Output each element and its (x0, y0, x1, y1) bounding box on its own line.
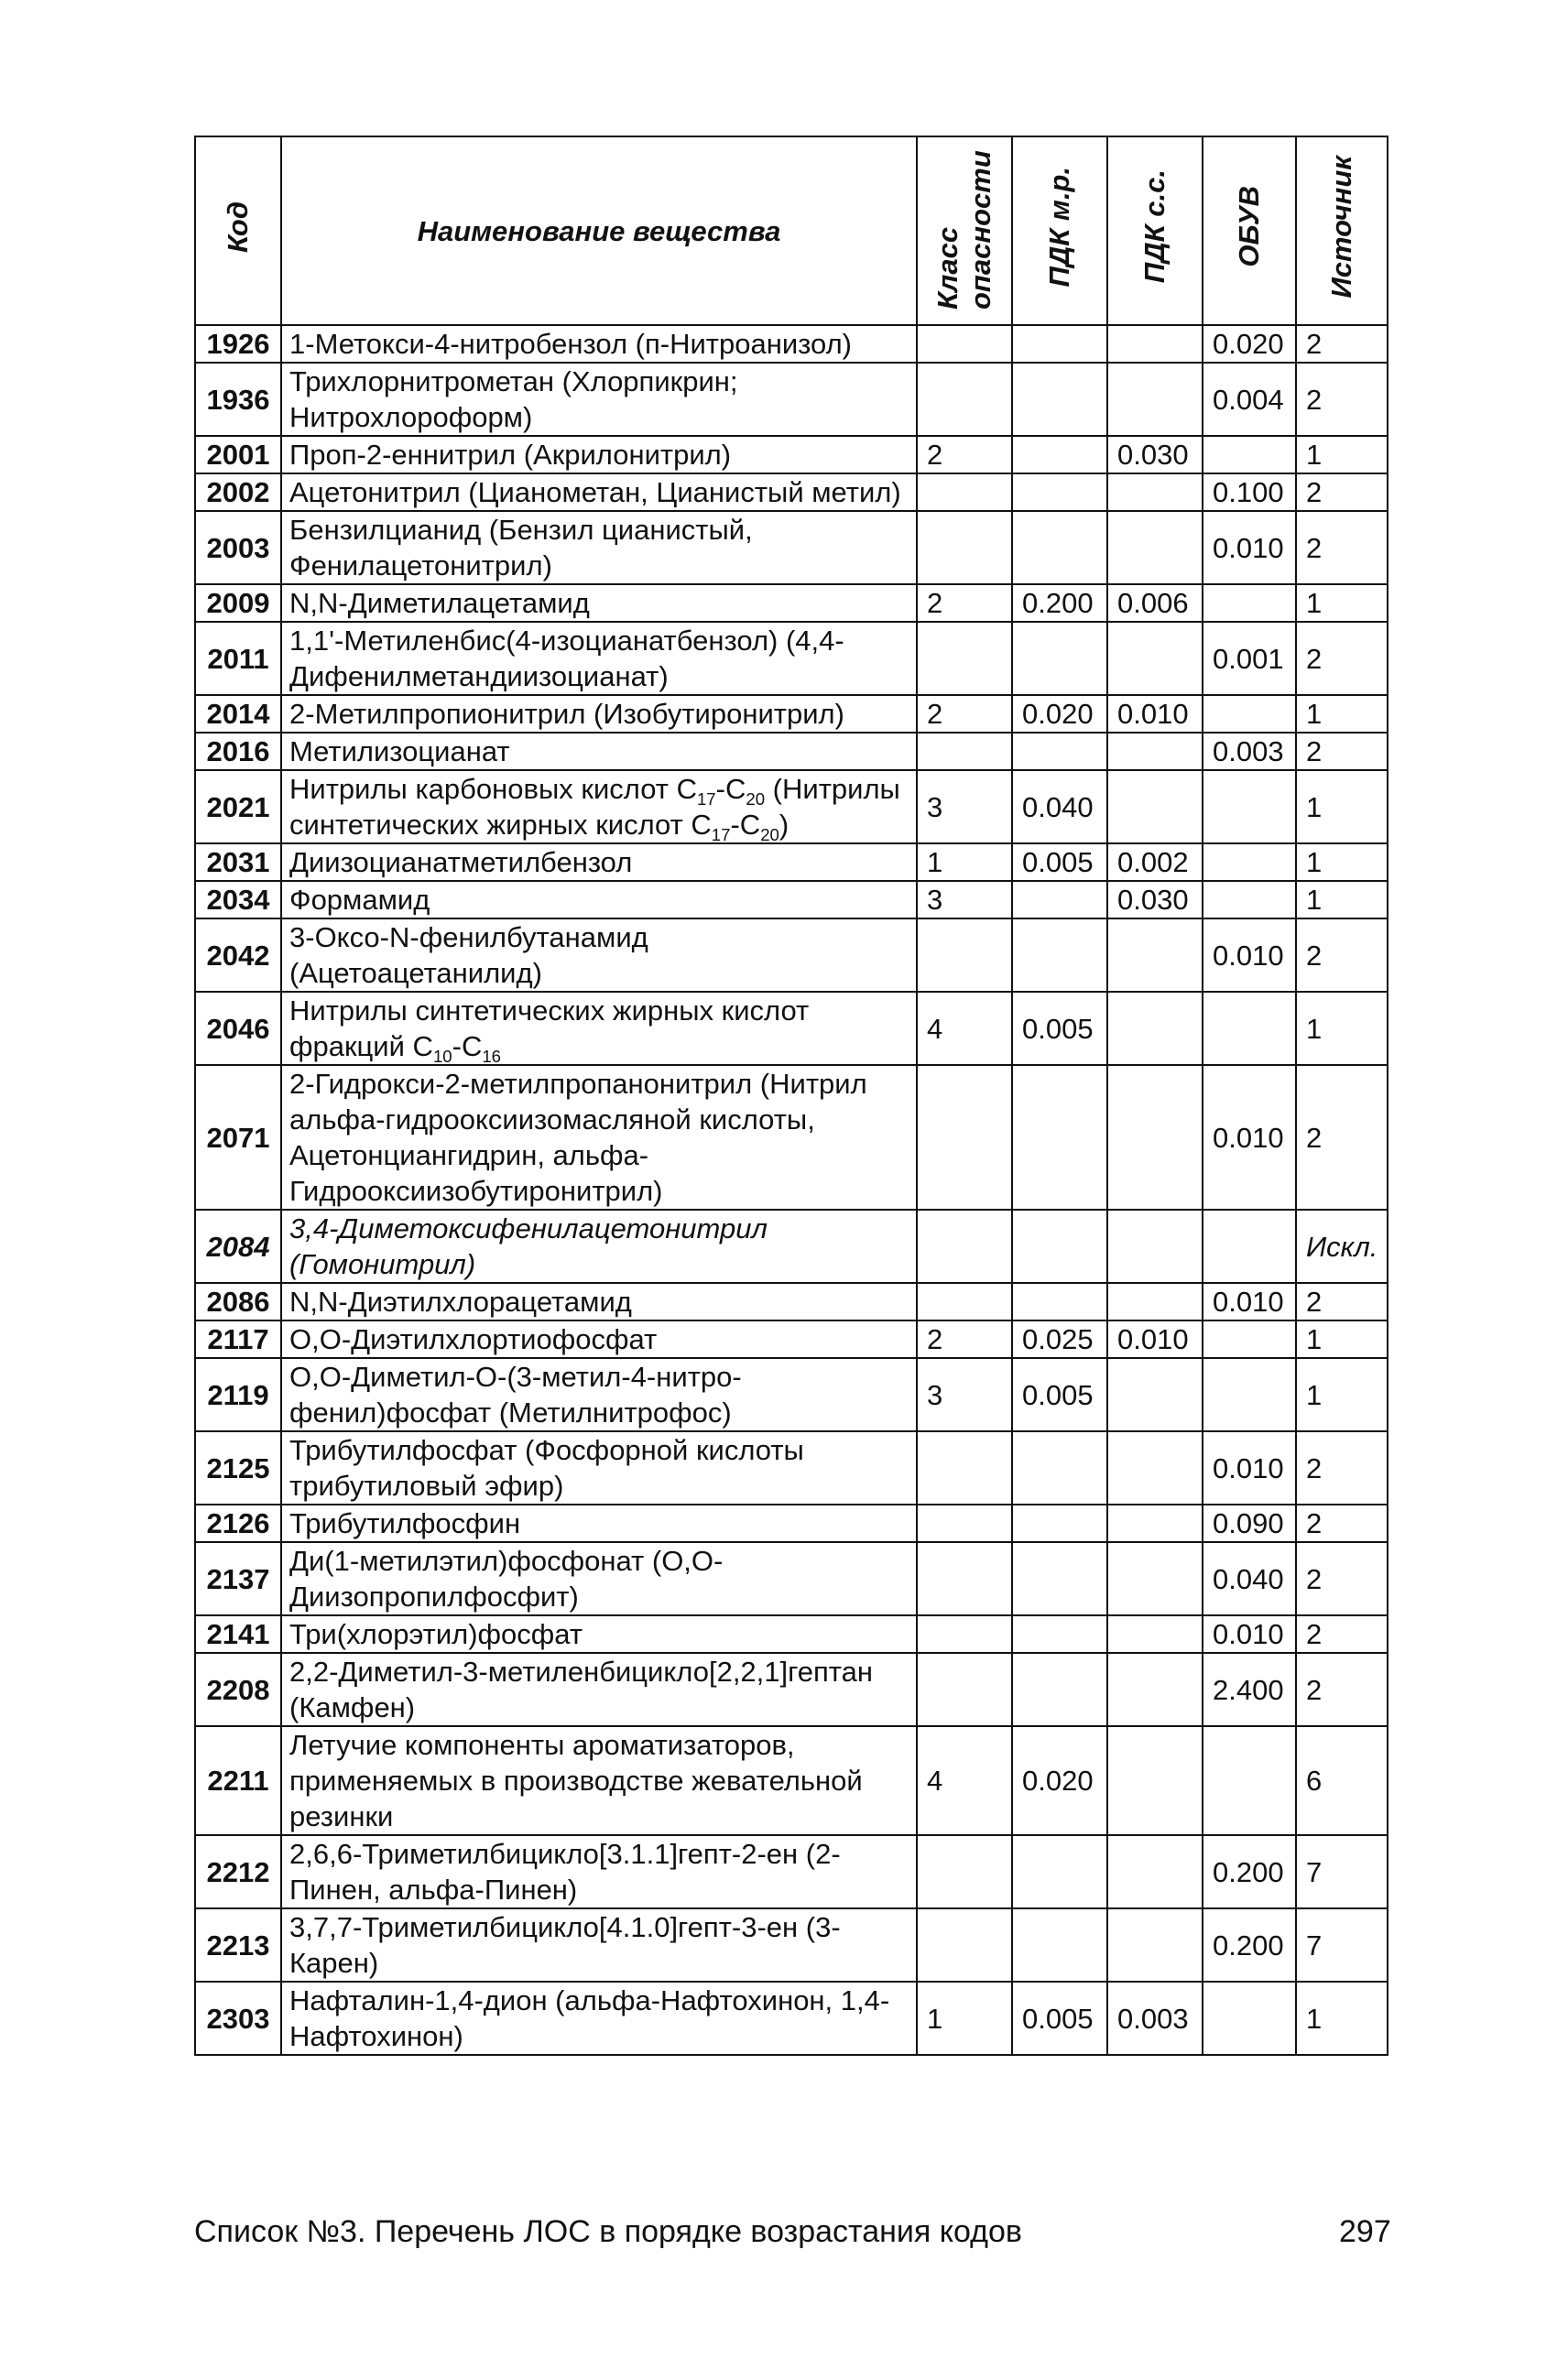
obuv-cell (1203, 843, 1296, 881)
source-cell: 2 (1296, 363, 1388, 436)
mac-daily-cell (1107, 918, 1203, 992)
obuv-cell (1203, 584, 1296, 622)
substance-code: 2212 (195, 1835, 281, 1908)
mac-once-cell (1012, 1653, 1107, 1726)
obuv-cell: 0.001 (1203, 622, 1296, 695)
name-subscript: 20 (760, 825, 779, 845)
hazard-class-cell: 2 (917, 436, 1012, 473)
mac-daily-cell (1107, 1283, 1203, 1320)
substance-code: 2034 (195, 881, 281, 918)
source-cell: 1 (1296, 1358, 1388, 1431)
mac-daily-cell (1107, 733, 1203, 770)
hazard-class-cell (917, 1542, 1012, 1615)
mac-daily-cell (1107, 1431, 1203, 1505)
substance-code: 2014 (195, 695, 281, 733)
name-subscript: 10 (432, 1047, 452, 1067)
mac-once-cell (1012, 881, 1107, 918)
mac-once-cell (1012, 363, 1107, 436)
substance-code: 2031 (195, 843, 281, 881)
table-row (195, 436, 1388, 473)
mac-once-cell: 0.005 (1012, 1358, 1107, 1431)
header-code: Код (195, 136, 281, 325)
mac-daily-cell (1107, 770, 1203, 843)
mac-daily-cell (1107, 1835, 1203, 1908)
mac-once-cell (1012, 1283, 1107, 1320)
table-row (195, 1653, 1388, 1726)
hazard-class-cell: 4 (917, 1726, 1012, 1835)
footer-caption: Список №3. Перечень ЛОС в порядке возрастания кодов (194, 2214, 1022, 2249)
name-fragment: ) (779, 809, 789, 841)
header-obuv: ОБУВ (1203, 136, 1296, 325)
substance-name: 3-Оксо-N-фенилбутанамид (Ацетоацетанилид) (281, 918, 917, 992)
substance-name (281, 992, 917, 1065)
name-fragment: -C (730, 809, 761, 841)
mac-once-cell (1012, 1835, 1107, 1908)
substance-name: Бензилцианид (Бензил цианистый, Фенилацетонитрил) (281, 511, 917, 584)
hazard-class-cell (917, 1431, 1012, 1505)
hazard-class-cell: 4 (917, 992, 1012, 1065)
table-row (195, 1283, 1388, 1320)
mac-daily-cell (1107, 622, 1203, 695)
mac-once-cell (1012, 733, 1107, 770)
mac-once-cell (1012, 1210, 1107, 1283)
mac-once-cell (1012, 325, 1107, 363)
substance-code: 2141 (195, 1615, 281, 1653)
substance-name: 2-Метилпропионитрил (Изобутиронитрил) (281, 695, 917, 733)
name-fragment: -C (715, 773, 746, 805)
substance-code: 2003 (195, 511, 281, 584)
source-cell: 2 (1296, 1065, 1388, 1210)
obuv-cell: 0.003 (1203, 733, 1296, 770)
substance-code: 2001 (195, 436, 281, 473)
source-cell: 2 (1296, 733, 1388, 770)
substance-name: 1-Метокси-4-нитробензол (п-Нитроанизол) (281, 325, 917, 363)
mac-once-cell: 0.005 (1012, 992, 1107, 1065)
substance-code: 2016 (195, 733, 281, 770)
hazard-class-cell: 2 (917, 695, 1012, 733)
substance-code: 2303 (195, 1982, 281, 2055)
table-row (195, 1505, 1388, 1542)
table-row (195, 881, 1388, 918)
mac-daily-cell (1107, 1505, 1203, 1542)
mac-once-cell: 0.005 (1012, 1982, 1107, 2055)
substance-name: N,N-Диметилацетамид (281, 584, 917, 622)
substance-name: Метилизоцианат (281, 733, 917, 770)
name-fragment: -C (452, 1030, 483, 1062)
substance-code: 1926 (195, 325, 281, 363)
obuv-cell (1203, 1210, 1296, 1283)
obuv-cell (1203, 1358, 1296, 1431)
table-row (195, 992, 1388, 1065)
table-row (195, 1210, 1388, 1283)
substance-name: Диизоцианатметилбензол (281, 843, 917, 881)
hazard-class-cell (917, 1835, 1012, 1908)
obuv-cell: 0.010 (1203, 1283, 1296, 1320)
table-row (195, 325, 1388, 363)
substance-code: 2084 (195, 1210, 281, 1283)
substance-name: Ацетонитрил (Цианометан, Цианистый метил) (281, 473, 917, 511)
mac-daily-cell (1107, 1542, 1203, 1615)
mac-once-cell (1012, 1615, 1107, 1653)
source-cell: 2 (1296, 1283, 1388, 1320)
hazard-class-cell (917, 918, 1012, 992)
hazard-class-cell (917, 1210, 1012, 1283)
header-mac-daily: ПДК с.с. (1107, 136, 1203, 325)
hazard-class-cell (917, 733, 1012, 770)
page-number: 297 (1339, 2214, 1391, 2249)
mac-daily-cell: 0.006 (1107, 584, 1203, 622)
substance-code: 2071 (195, 1065, 281, 1210)
mac-daily-cell (1107, 1358, 1203, 1431)
mac-daily-cell: 0.010 (1107, 1320, 1203, 1358)
obuv-cell (1203, 695, 1296, 733)
name-subscript: 17 (711, 825, 731, 845)
source-cell: 7 (1296, 1908, 1388, 1982)
substance-name: Три(хлорэтил)фосфат (281, 1615, 917, 1653)
source-cell: 2 (1296, 1542, 1388, 1615)
substance-name: 1,1'-Метиленбис(4-изоцианатбензол) (4,4-Дифенилметандиизоцианат) (281, 622, 917, 695)
source-cell: 7 (1296, 1835, 1388, 1908)
source-cell: 2 (1296, 1431, 1388, 1505)
substance-code: 2119 (195, 1358, 281, 1431)
substance-code: 2046 (195, 992, 281, 1065)
substance-name: Ди(1-метилэтил)фосфонат (O,O-Диизопропилфосфит) (281, 1542, 917, 1615)
obuv-cell: 0.010 (1203, 1431, 1296, 1505)
hazard-class-cell: 3 (917, 770, 1012, 843)
hazard-class-cell (917, 622, 1012, 695)
substance-code: 2002 (195, 473, 281, 511)
substance-name: Трихлорнитрометан (Хлорпикрин; Нитрохлороформ) (281, 363, 917, 436)
hazard-class-cell (917, 363, 1012, 436)
mac-daily-cell (1107, 363, 1203, 436)
table-row (195, 1542, 1388, 1615)
mac-daily-cell: 0.002 (1107, 843, 1203, 881)
source-cell: 2 (1296, 622, 1388, 695)
substance-name: Формамид (281, 881, 917, 918)
name-subscript: 17 (696, 789, 716, 810)
hazard-class-cell (917, 1065, 1012, 1210)
table-row (195, 584, 1388, 622)
table-row (195, 473, 1388, 511)
substance-name: 3,7,7-Триметилбицикло[4.1.0]гепт-3-ен (3-Карен) (281, 1908, 917, 1982)
mac-daily-cell (1107, 511, 1203, 584)
table-row (195, 363, 1388, 436)
substances-table (194, 136, 1388, 2056)
table-row (195, 1982, 1388, 2055)
table-row (195, 1320, 1388, 1358)
substance-name: 2,2-Диметил-3-метиленбицикло[2,2,1]гептан (Камфен) (281, 1653, 917, 1726)
substance-code: 2009 (195, 584, 281, 622)
mac-once-cell (1012, 1542, 1107, 1615)
hazard-class-cell (917, 325, 1012, 363)
mac-once-cell (1012, 436, 1107, 473)
mac-daily-cell (1107, 473, 1203, 511)
substance-code: 2137 (195, 1542, 281, 1615)
source-cell: 1 (1296, 881, 1388, 918)
source-cell: Искл. (1296, 1210, 1388, 1283)
obuv-cell: 0.200 (1203, 1835, 1296, 1908)
hazard-class-cell (917, 1653, 1012, 1726)
mac-once-cell (1012, 918, 1107, 992)
source-cell: 2 (1296, 325, 1388, 363)
substance-code: 2086 (195, 1283, 281, 1320)
table-row (195, 918, 1388, 992)
mac-once-cell: 0.040 (1012, 770, 1107, 843)
hazard-class-cell: 2 (917, 1320, 1012, 1358)
obuv-cell: 0.010 (1203, 1615, 1296, 1653)
source-cell: 1 (1296, 770, 1388, 843)
table-row (195, 733, 1388, 770)
mac-daily-cell (1107, 1908, 1203, 1982)
hazard-class-cell: 1 (917, 843, 1012, 881)
source-cell: 6 (1296, 1726, 1388, 1835)
obuv-cell (1203, 1726, 1296, 1835)
hazard-class-cell (917, 1283, 1012, 1320)
obuv-cell: 0.010 (1203, 1065, 1296, 1210)
substance-name: Трибутилфосфин (281, 1505, 917, 1542)
hazard-class-cell: 3 (917, 881, 1012, 918)
mac-once-cell: 0.020 (1012, 695, 1107, 733)
obuv-cell: 0.090 (1203, 1505, 1296, 1542)
mac-once-cell: 0.200 (1012, 584, 1107, 622)
table-row (195, 843, 1388, 881)
table-row (195, 1908, 1388, 1982)
name-fragment: Нитрилы карбоновых кислот C (289, 773, 697, 805)
header-hazard-class: Класс опасности (917, 136, 1012, 325)
table-header-row (195, 136, 1388, 325)
mac-daily-cell (1107, 1065, 1203, 1210)
substance-code: 2126 (195, 1505, 281, 1542)
table-row (195, 1065, 1388, 1210)
substance-name: 2,6,6-Триметилбицикло[3.1.1]гепт-2-ен (2-Пинен, альфа-Пинен) (281, 1835, 917, 1908)
hazard-class-cell: 2 (917, 584, 1012, 622)
obuv-cell (1203, 770, 1296, 843)
hazard-class-cell: 3 (917, 1358, 1012, 1431)
mac-once-cell: 0.005 (1012, 843, 1107, 881)
hazard-class-cell (917, 511, 1012, 584)
hazard-class-cell (917, 1615, 1012, 1653)
table-row (195, 1835, 1388, 1908)
source-cell: 2 (1296, 1505, 1388, 1542)
source-cell: 1 (1296, 584, 1388, 622)
source-cell: 2 (1296, 1653, 1388, 1726)
obuv-cell (1203, 436, 1296, 473)
substance-name: Проп-2-еннитрил (Акрилонитрил) (281, 436, 917, 473)
table-row (195, 1431, 1388, 1505)
header-name: Наименование вещества (281, 136, 917, 325)
mac-daily-cell: 0.010 (1107, 695, 1203, 733)
substance-name: 2-Гидрокси-2-метилпропанонитрил (Нитрил альфа-гидрооксиизомасляной кислоты, Ацетонциангидрин, альфа-Гидрооксиизобутиронитрил) (281, 1065, 917, 1210)
source-cell: 1 (1296, 843, 1388, 881)
obuv-cell: 0.004 (1203, 363, 1296, 436)
hazard-class-cell (917, 1908, 1012, 1982)
mac-once-cell (1012, 1431, 1107, 1505)
source-cell: 1 (1296, 1982, 1388, 2055)
name-fragment: (Нитрилы синтетических жирных кислот C (289, 773, 900, 841)
substance-name: N,N-Диэтилхлорацетамид (281, 1283, 917, 1320)
hazard-class-cell (917, 473, 1012, 511)
source-cell: 1 (1296, 695, 1388, 733)
mac-once-cell (1012, 622, 1107, 695)
mac-daily-cell (1107, 1210, 1203, 1283)
substance-code: 2213 (195, 1908, 281, 1982)
mac-once-cell (1012, 473, 1107, 511)
name-fragment: Нитрилы синтетических жирных кислот фракций C (289, 994, 810, 1062)
source-cell: 2 (1296, 918, 1388, 992)
mac-once-cell: 0.020 (1012, 1726, 1107, 1835)
mac-once-cell (1012, 1505, 1107, 1542)
source-cell: 2 (1296, 511, 1388, 584)
obuv-cell: 0.010 (1203, 918, 1296, 992)
name-subscript: 20 (746, 789, 766, 810)
substance-code: 2011 (195, 622, 281, 695)
source-cell: 1 (1296, 436, 1388, 473)
obuv-cell: 0.040 (1203, 1542, 1296, 1615)
substance-code: 2208 (195, 1653, 281, 1726)
table-row (195, 1726, 1388, 1835)
mac-daily-cell (1107, 1726, 1203, 1835)
source-cell: 2 (1296, 1615, 1388, 1653)
obuv-cell (1203, 1982, 1296, 2055)
obuv-cell (1203, 992, 1296, 1065)
obuv-cell: 0.100 (1203, 473, 1296, 511)
table-row (195, 1615, 1388, 1653)
mac-daily-cell (1107, 1653, 1203, 1726)
substance-name: Летучие компоненты ароматизаторов, применяемых в производстве жевательной резинки (281, 1726, 917, 1835)
substance-code: 2117 (195, 1320, 281, 1358)
mac-daily-cell (1107, 992, 1203, 1065)
substance-name: O,O-Диэтилхлортиофосфат (281, 1320, 917, 1358)
mac-once-cell (1012, 1908, 1107, 1982)
obuv-cell: 0.020 (1203, 325, 1296, 363)
substance-code: 1936 (195, 363, 281, 436)
substance-name: O,O-Диметил-O-(3-метил-4-нитро-фенил)фосфат (Метилнитрофос) (281, 1358, 917, 1431)
table-row (195, 695, 1388, 733)
substance-code: 2125 (195, 1431, 281, 1505)
obuv-cell: 0.010 (1203, 511, 1296, 584)
hazard-class-cell: 1 (917, 1982, 1012, 2055)
source-cell: 1 (1296, 1320, 1388, 1358)
substance-code: 2021 (195, 770, 281, 843)
mac-daily-cell: 0.003 (1107, 1982, 1203, 2055)
substance-name: Трибутилфосфат (Фосфорной кислоты трибутиловый эфир) (281, 1431, 917, 1505)
obuv-cell (1203, 881, 1296, 918)
table-row (195, 770, 1388, 843)
mac-daily-cell (1107, 1615, 1203, 1653)
header-mac-once: ПДК м.р. (1012, 136, 1107, 325)
mac-once-cell (1012, 1065, 1107, 1210)
mac-once-cell (1012, 511, 1107, 584)
header-source: Источник (1296, 136, 1388, 325)
obuv-cell: 0.200 (1203, 1908, 1296, 1982)
obuv-cell (1203, 1320, 1296, 1358)
hazard-class-cell (917, 1505, 1012, 1542)
mac-daily-cell: 0.030 (1107, 436, 1203, 473)
obuv-cell: 2.400 (1203, 1653, 1296, 1726)
table-row (195, 511, 1388, 584)
substance-code: 2211 (195, 1726, 281, 1835)
table-row (195, 1358, 1388, 1431)
substance-code: 2042 (195, 918, 281, 992)
mac-once-cell: 0.025 (1012, 1320, 1107, 1358)
mac-daily-cell: 0.030 (1107, 881, 1203, 918)
source-cell: 1 (1296, 992, 1388, 1065)
substance-name (281, 770, 917, 843)
source-cell: 2 (1296, 473, 1388, 511)
table-row (195, 622, 1388, 695)
name-subscript: 16 (482, 1047, 502, 1067)
substance-name: 3,4-Диметоксифенилацетонитрил (Гомонитрил) (281, 1210, 917, 1283)
substance-name: Нафталин-1,4-дион (альфа-Нафтохинон, 1,4-Нафтохинон) (281, 1982, 917, 2055)
mac-daily-cell (1107, 325, 1203, 363)
